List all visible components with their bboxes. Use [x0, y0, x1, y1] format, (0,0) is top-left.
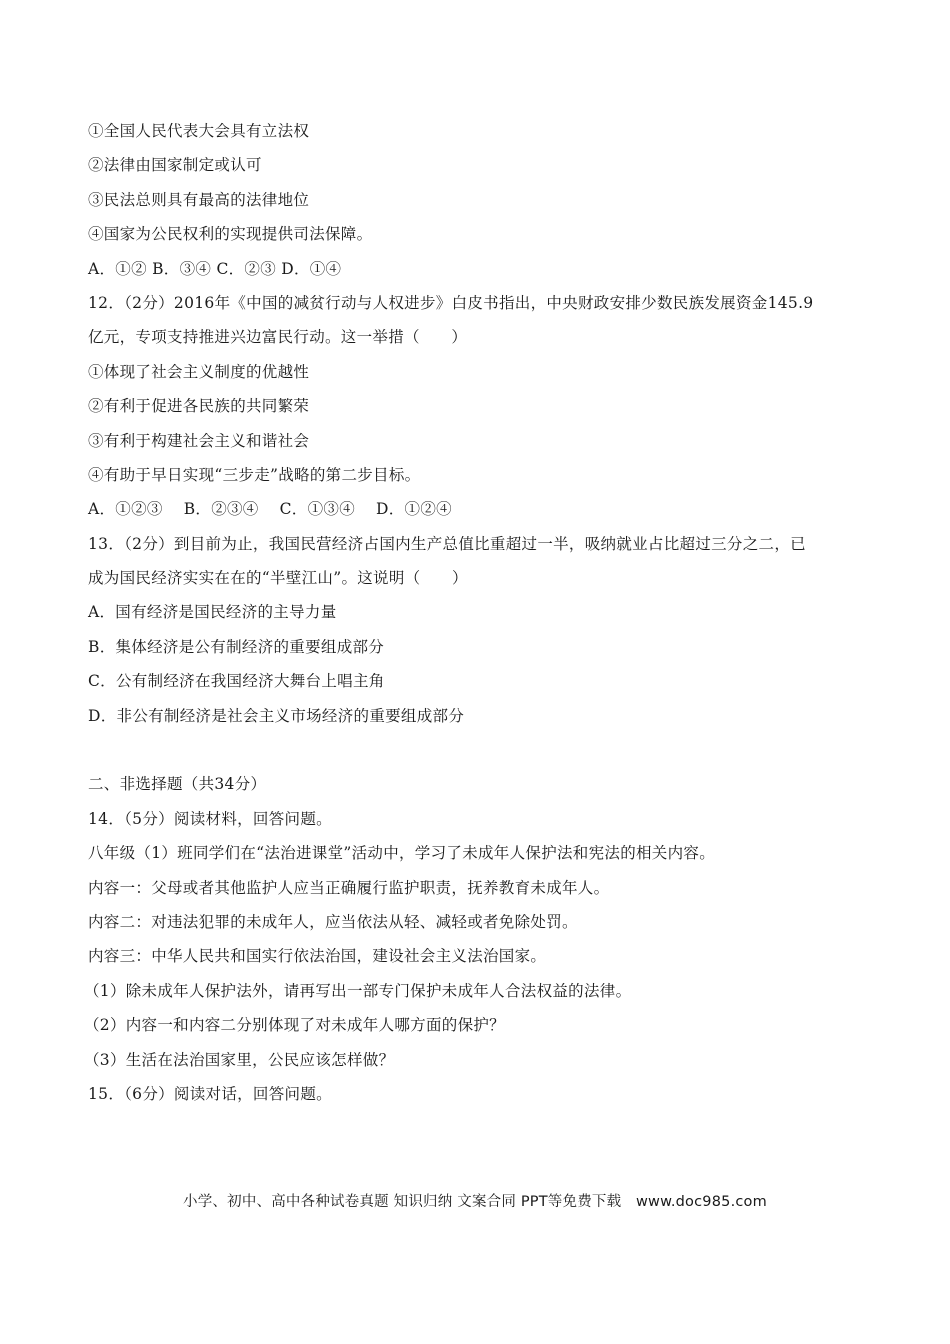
- q12-options: A．①②③ B．②③④ C．①③④ D．①②④: [88, 500, 452, 519]
- exam-page: [84, 114, 868, 1111]
- q12-item-1: ①体现了社会主义制度的优越性: [88, 362, 310, 381]
- section2-title: 二、非选择题（共34分）: [88, 775, 267, 794]
- q13-stem-line2: 成为国民经济实实在在的“半壁江山”。这说明（ ）: [88, 569, 468, 588]
- q11-options: A．①② B．③④ C．②③ D．①④: [88, 259, 342, 278]
- q12-item-3: ③有利于构建社会主义和谐社会: [88, 431, 310, 450]
- q11-item-2: ②法律由国家制定或认可: [88, 156, 262, 175]
- q11-item-1: ①全国人民代表大会具有立法权: [88, 122, 310, 140]
- q14-stem: 14．（5分）阅读材料，回答问题。: [88, 809, 332, 828]
- section-spacer: [88, 733, 868, 767]
- q11-item-3: ③民法总则具有最高的法律地位: [88, 190, 310, 209]
- q14-question-1: （1）除未成年人保护法外，请再写出一部专门保护未成年人合法权益的法律。: [84, 981, 632, 1000]
- q14-material-intro: 八年级（1）班同学们在“法治进课堂”活动中，学习了未成年人保护法和宪法的相关内容。: [88, 844, 716, 863]
- q11-item-4: ④国家为公民权利的实现提供司法保障。: [88, 225, 373, 244]
- q14-material-content-1: 内容一：父母或者其他监护人应当正确履行监护职责，抚养教育未成年人。: [88, 878, 610, 897]
- q15-stem: 15．（6分）阅读对话，回答问题。: [88, 1084, 332, 1103]
- q13-stem-line1: 13．（2分）到目前为止，我国民营经济占国内生产总值比重超过一半，吸纳就业占比超过三分之二，已: [88, 534, 806, 553]
- q14-question-2: （2）内容一和内容二分别体现了对未成年人哪方面的保护？: [84, 1016, 505, 1035]
- q14-material-content-3: 内容三：中华人民共和国实行依法治国，建设社会主义法治国家。: [88, 947, 547, 966]
- q14-material-content-2: 内容二：对违法犯罪的未成年人，应当依法从轻、减轻或者免除处罚。: [88, 912, 578, 931]
- page-footer: 小学、初中、高中各种试卷真题 知识归纳 文案合同 PPT等免费下载 www.doc985.com: [183, 1194, 767, 1210]
- q12-item-2: ②有利于促进各民族的共同繁荣: [88, 397, 310, 416]
- q13-option-d: D．非公有制经济是社会主义市场经济的重要组成部分: [88, 706, 465, 725]
- q14-question-3: （3）生活在法治国家里，公民应该怎样做？: [84, 1050, 395, 1069]
- q12-item-4: ④有助于早日实现“三步走”战略的第二步目标。: [88, 465, 421, 484]
- q12-stem-line2: 亿元，专项支持推进兴边富民行动。这一举措（ ）: [88, 328, 468, 347]
- q13-option-b: B．集体经济是公有制经济的重要组成部分: [88, 637, 385, 656]
- q13-option-a: A．国有经济是国民经济的主导力量: [88, 603, 337, 622]
- q13-option-c: C．公有制经济在我国经济大舞台上唱主角: [88, 672, 385, 691]
- q12-stem-line1: 12．（2分）2016年《中国的减贫行动与人权进步》白皮书指出，中央财政安排少数民族发展资金145.9: [88, 293, 814, 312]
